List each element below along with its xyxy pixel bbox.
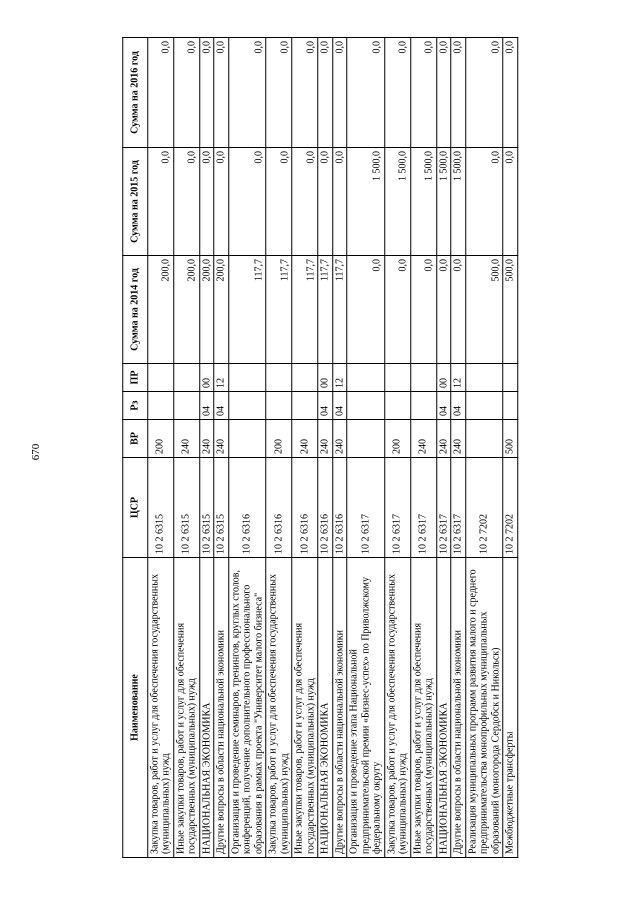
cell-vr: 240 — [199, 420, 214, 458]
table-row — [347, 38, 385, 858]
cell-2015: 0,0 — [292, 148, 318, 256]
table-row — [332, 38, 347, 858]
cell-2016: 0,0 — [147, 38, 173, 148]
table-row — [173, 38, 199, 858]
header-2014: Сумма на 2014 год — [123, 256, 148, 364]
cell-csr: 10 2 6315 — [214, 458, 229, 558]
header-2015: Сумма на 2015 год — [123, 148, 148, 256]
cell-2015: 0,0 — [266, 148, 292, 256]
cell-pr — [228, 364, 266, 392]
table-row — [228, 38, 266, 858]
cell-csr: 10 2 6317 — [410, 458, 436, 558]
cell-2016: 0,0 — [465, 38, 503, 148]
cell-2014: 0,0 — [436, 256, 451, 364]
cell-pr: 12 — [332, 364, 347, 392]
cell-name: Организация и проведение семинаров, тренингов, круглых столов, конференций, получение дополнительного профессионального образования в рамках проекта "Университет малого бизнеса" — [228, 558, 266, 858]
cell-vr: 240 — [214, 420, 229, 458]
cell-csr: 10 2 6316 — [266, 458, 292, 558]
cell-rz — [465, 392, 503, 420]
cell-name: Другие вопросы в области национальной экономики — [214, 558, 229, 858]
cell-2016: 0,0 — [384, 38, 410, 148]
cell-2016: 0,0 — [451, 38, 466, 148]
cell-rz: 04 — [332, 392, 347, 420]
cell-pr: 00 — [318, 364, 333, 392]
cell-2015: 1 500,0 — [347, 148, 385, 256]
cell-pr: 00 — [199, 364, 214, 392]
cell-2016: 0,0 — [266, 38, 292, 148]
cell-pr — [173, 364, 199, 392]
cell-vr: 240 — [436, 420, 451, 458]
cell-2014: 117,7 — [292, 256, 318, 364]
table-row — [465, 38, 503, 858]
cell-csr: 10 2 7202 — [465, 458, 503, 558]
cell-rz: 04 — [436, 392, 451, 420]
table-row — [503, 38, 518, 858]
cell-2014: 500,0 — [465, 256, 503, 364]
cell-2014: 117,7 — [318, 256, 333, 364]
cell-pr — [465, 364, 503, 392]
cell-csr: 10 2 6317 — [451, 458, 466, 558]
cell-2014: 500,0 — [503, 256, 518, 364]
cell-name: НАЦИОНАЛЬНАЯ ЭКОНОМИКА — [199, 558, 214, 858]
cell-2014: 0,0 — [451, 256, 466, 364]
cell-vr — [228, 420, 266, 458]
cell-rz: 04 — [199, 392, 214, 420]
cell-pr — [503, 364, 518, 392]
cell-pr: 12 — [214, 364, 229, 392]
cell-name: Другие вопросы в области национальной экономики — [332, 558, 347, 858]
header-rz: Рз — [123, 392, 148, 420]
table-row — [199, 38, 214, 858]
cell-2016: 0,0 — [503, 38, 518, 148]
cell-csr: 10 2 6316 — [318, 458, 333, 558]
cell-2014: 0,0 — [410, 256, 436, 364]
cell-vr: 240 — [292, 420, 318, 458]
table-row — [384, 38, 410, 858]
cell-2014: 200,0 — [173, 256, 199, 364]
cell-rz — [292, 392, 318, 420]
cell-csr: 10 2 6316 — [228, 458, 266, 558]
cell-vr: 200 — [384, 420, 410, 458]
cell-2014: 200,0 — [214, 256, 229, 364]
cell-rz: 04 — [451, 392, 466, 420]
cell-name: Закупка товаров, работ и услуг для обеспечения государственных (муниципальных) нужд — [147, 558, 173, 858]
header-2016: Сумма на 2016 год — [123, 38, 148, 148]
cell-2015: 1 500,0 — [410, 148, 436, 256]
cell-csr: 10 2 6317 — [384, 458, 410, 558]
cell-vr — [465, 420, 503, 458]
cell-rz — [384, 392, 410, 420]
cell-rz — [266, 392, 292, 420]
cell-vr: 240 — [318, 420, 333, 458]
cell-pr — [147, 364, 173, 392]
cell-rz — [503, 392, 518, 420]
cell-name: Закупка товаров, работ и услуг для обеспечения государственных (муниципальных) нужд — [266, 558, 292, 858]
cell-csr: 10 2 6315 — [173, 458, 199, 558]
header-csr: ЦСР — [123, 458, 148, 558]
cell-vr: 240 — [332, 420, 347, 458]
cell-name: Межбюджетные трансферты — [503, 558, 518, 858]
cell-name: Иные закупки товаров, работ и услуг для обеспечения государственных (муниципальных) нужд — [173, 558, 199, 858]
cell-vr: 200 — [147, 420, 173, 458]
cell-2014: 117,7 — [332, 256, 347, 364]
table-body — [147, 38, 517, 858]
cell-2016: 0,0 — [347, 38, 385, 148]
cell-csr: 10 2 6316 — [292, 458, 318, 558]
cell-2014: 117,7 — [266, 256, 292, 364]
cell-2016: 0,0 — [173, 38, 199, 148]
cell-csr: 10 2 6317 — [347, 458, 385, 558]
cell-pr — [347, 364, 385, 392]
cell-2014: 117,7 — [228, 256, 266, 364]
cell-csr: 10 2 6315 — [147, 458, 173, 558]
cell-name: Закупка товаров, работ и услуг для обеспечения государственных (муниципальных) нужд — [384, 558, 410, 858]
cell-2016: 0,0 — [214, 38, 229, 148]
cell-vr: 240 — [410, 420, 436, 458]
cell-csr: 10 2 6315 — [199, 458, 214, 558]
cell-name: Иные закупки товаров, работ и услуг для обеспечения государственных (муниципальных) нужд — [410, 558, 436, 858]
cell-2015: 0,0 — [332, 148, 347, 256]
cell-pr — [266, 364, 292, 392]
cell-2015: 1 500,0 — [451, 148, 466, 256]
cell-2016: 0,0 — [228, 38, 266, 148]
cell-2014: 200,0 — [199, 256, 214, 364]
cell-rz — [147, 392, 173, 420]
table-row — [147, 38, 173, 858]
cell-rz — [228, 392, 266, 420]
table-row — [451, 38, 466, 858]
cell-2015: 0,0 — [228, 148, 266, 256]
cell-name: Другие вопросы в области национальной экономики — [451, 558, 466, 858]
cell-pr — [384, 364, 410, 392]
header-pr: ПР — [123, 364, 148, 392]
table-header-row — [123, 38, 148, 858]
page-number: 670 — [30, 443, 42, 461]
cell-2016: 0,0 — [318, 38, 333, 148]
cell-rz — [347, 392, 385, 420]
cell-2016: 0,0 — [332, 38, 347, 148]
cell-rz — [410, 392, 436, 420]
cell-name: Иные закупки товаров, работ и услуг для обеспечения государственных (муниципальных) нужд — [292, 558, 318, 858]
cell-2015: 0,0 — [465, 148, 503, 256]
cell-2015: 1 500,0 — [436, 148, 451, 256]
cell-2016: 0,0 — [410, 38, 436, 148]
cell-name: НАЦИОНАЛЬНАЯ ЭКОНОМИКА — [318, 558, 333, 858]
cell-2015: 0,0 — [214, 148, 229, 256]
cell-2015: 0,0 — [199, 148, 214, 256]
cell-name: Организация и проведение этапа Национальной предпринимательской премии «Бизнес-успех» по Приволжскому федеральному округу — [347, 558, 385, 858]
cell-rz — [173, 392, 199, 420]
cell-2014: 0,0 — [347, 256, 385, 364]
cell-2014: 0,0 — [384, 256, 410, 364]
cell-pr: 00 — [436, 364, 451, 392]
header-vr: ВР — [123, 420, 148, 458]
cell-csr: 10 2 6316 — [332, 458, 347, 558]
cell-vr: 240 — [451, 420, 466, 458]
cell-pr — [410, 364, 436, 392]
cell-name: НАЦИОНАЛЬНАЯ ЭКОНОМИКА — [436, 558, 451, 858]
rotated-table-container — [122, 38, 518, 858]
cell-vr — [347, 420, 385, 458]
budget-table — [122, 37, 518, 858]
cell-rz: 04 — [214, 392, 229, 420]
cell-name: Реализация муниципальных программ развития малого и среднего предпринимательства монопрофильных муниципальных образований (моногорода Сердобск и Никольск) — [465, 558, 503, 858]
cell-pr — [292, 364, 318, 392]
cell-2015: 0,0 — [318, 148, 333, 256]
table-row — [266, 38, 292, 858]
table-row — [410, 38, 436, 858]
cell-2015: 0,0 — [503, 148, 518, 256]
table-row — [292, 38, 318, 858]
cell-rz: 04 — [318, 392, 333, 420]
table-row — [436, 38, 451, 858]
cell-2015: 0,0 — [147, 148, 173, 256]
table-row — [214, 38, 229, 858]
cell-csr: 10 2 6317 — [436, 458, 451, 558]
cell-pr: 12 — [451, 364, 466, 392]
cell-2014: 200,0 — [147, 256, 173, 364]
cell-vr: 500 — [503, 420, 518, 458]
cell-2016: 0,0 — [199, 38, 214, 148]
cell-2015: 0,0 — [173, 148, 199, 256]
cell-csr: 10 2 7202 — [503, 458, 518, 558]
cell-2016: 0,0 — [436, 38, 451, 148]
cell-vr: 240 — [173, 420, 199, 458]
table-row — [318, 38, 333, 858]
header-name: Наименование — [123, 558, 148, 858]
cell-2016: 0,0 — [292, 38, 318, 148]
cell-vr: 200 — [266, 420, 292, 458]
cell-2015: 1 500,0 — [384, 148, 410, 256]
